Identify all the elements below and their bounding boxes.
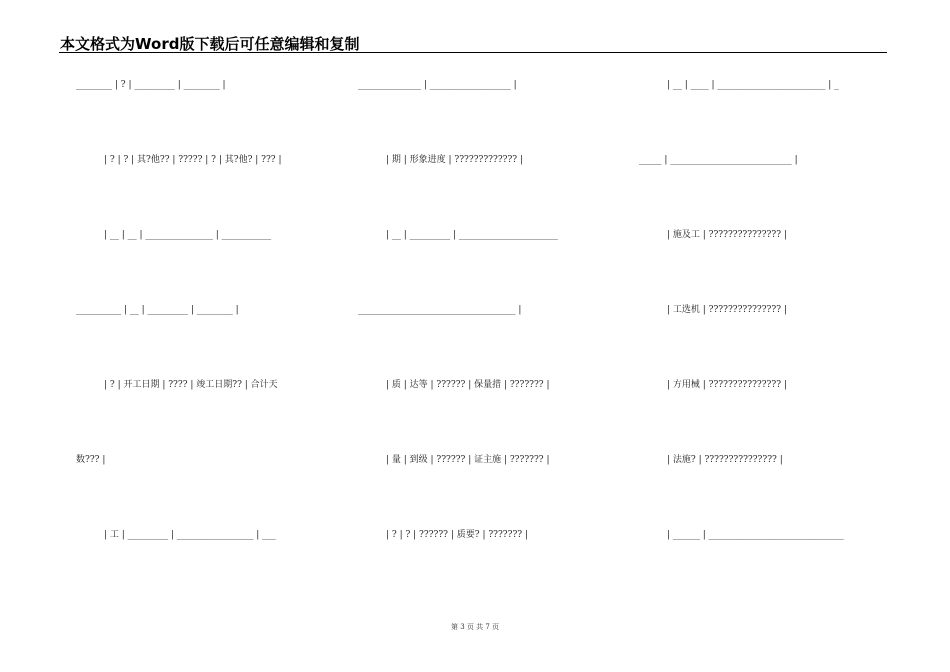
document-title: 本文格式为Word版下载后可任意编辑和复制 xyxy=(60,35,360,53)
row3-right-fragment: | 施及工 | ??????????????? | xyxy=(667,230,787,240)
row3-left-fragment: | __ | __ | _______________ | ___________ xyxy=(104,230,272,240)
row4-right-fragment: | 工选机 | ??????????????? | xyxy=(667,305,787,315)
row7-mid-fragment: | ? | ? | ?????? | 质要? | ??????? | xyxy=(386,530,529,540)
row7-right-fragment: | ______ | ______________________________ xyxy=(667,530,844,540)
page-number: 第 3 页 共 7 页 xyxy=(450,623,500,631)
row2-mid-fragment: | 期 | 形象进度 | ????????????? | xyxy=(386,155,524,165)
row3-mid-fragment: | __ | _________ | ______________________ xyxy=(386,230,558,240)
row5-right-fragment: | 方用械 | ??????????????? | xyxy=(667,380,787,390)
row5-left-fragment: | ? | 开工日期 | ???? | 竣工日期?? | 合计天 xyxy=(104,380,278,390)
row1-left-fragment: ________ | ? | _________ | ________ | xyxy=(76,80,226,90)
header-divider xyxy=(59,52,887,53)
row1-right-fragment: | __ | ____ | ________________________ | _ xyxy=(667,80,839,90)
row4-mid-fragment: ___________________________________ | xyxy=(358,305,522,315)
row5-mid-fragment: | 质 | 达等 | ?????? | 保量措 | ??????? | xyxy=(386,380,550,390)
row6-left-fragment: 数??? | xyxy=(76,455,106,465)
row7-left-fragment: | 工 | _________ | _________________ | ___ xyxy=(104,530,276,540)
row2-right-fragment: _____ | ___________________________ | xyxy=(639,155,798,165)
row4-left-fragment: __________ | __ | _________ | ________ | xyxy=(76,305,239,315)
row6-mid-fragment: | 量 | 到级 | ?????? | 证主施 | ??????? | xyxy=(386,455,550,465)
row6-right-fragment: | 法施? | ??????????????? | xyxy=(667,455,783,465)
row1-mid-fragment: ______________ | __________________ | xyxy=(358,80,517,90)
row2-left-fragment: | ? | ? | 其?他?? | ????? | ? | 其?他? | ??? | xyxy=(104,155,282,165)
